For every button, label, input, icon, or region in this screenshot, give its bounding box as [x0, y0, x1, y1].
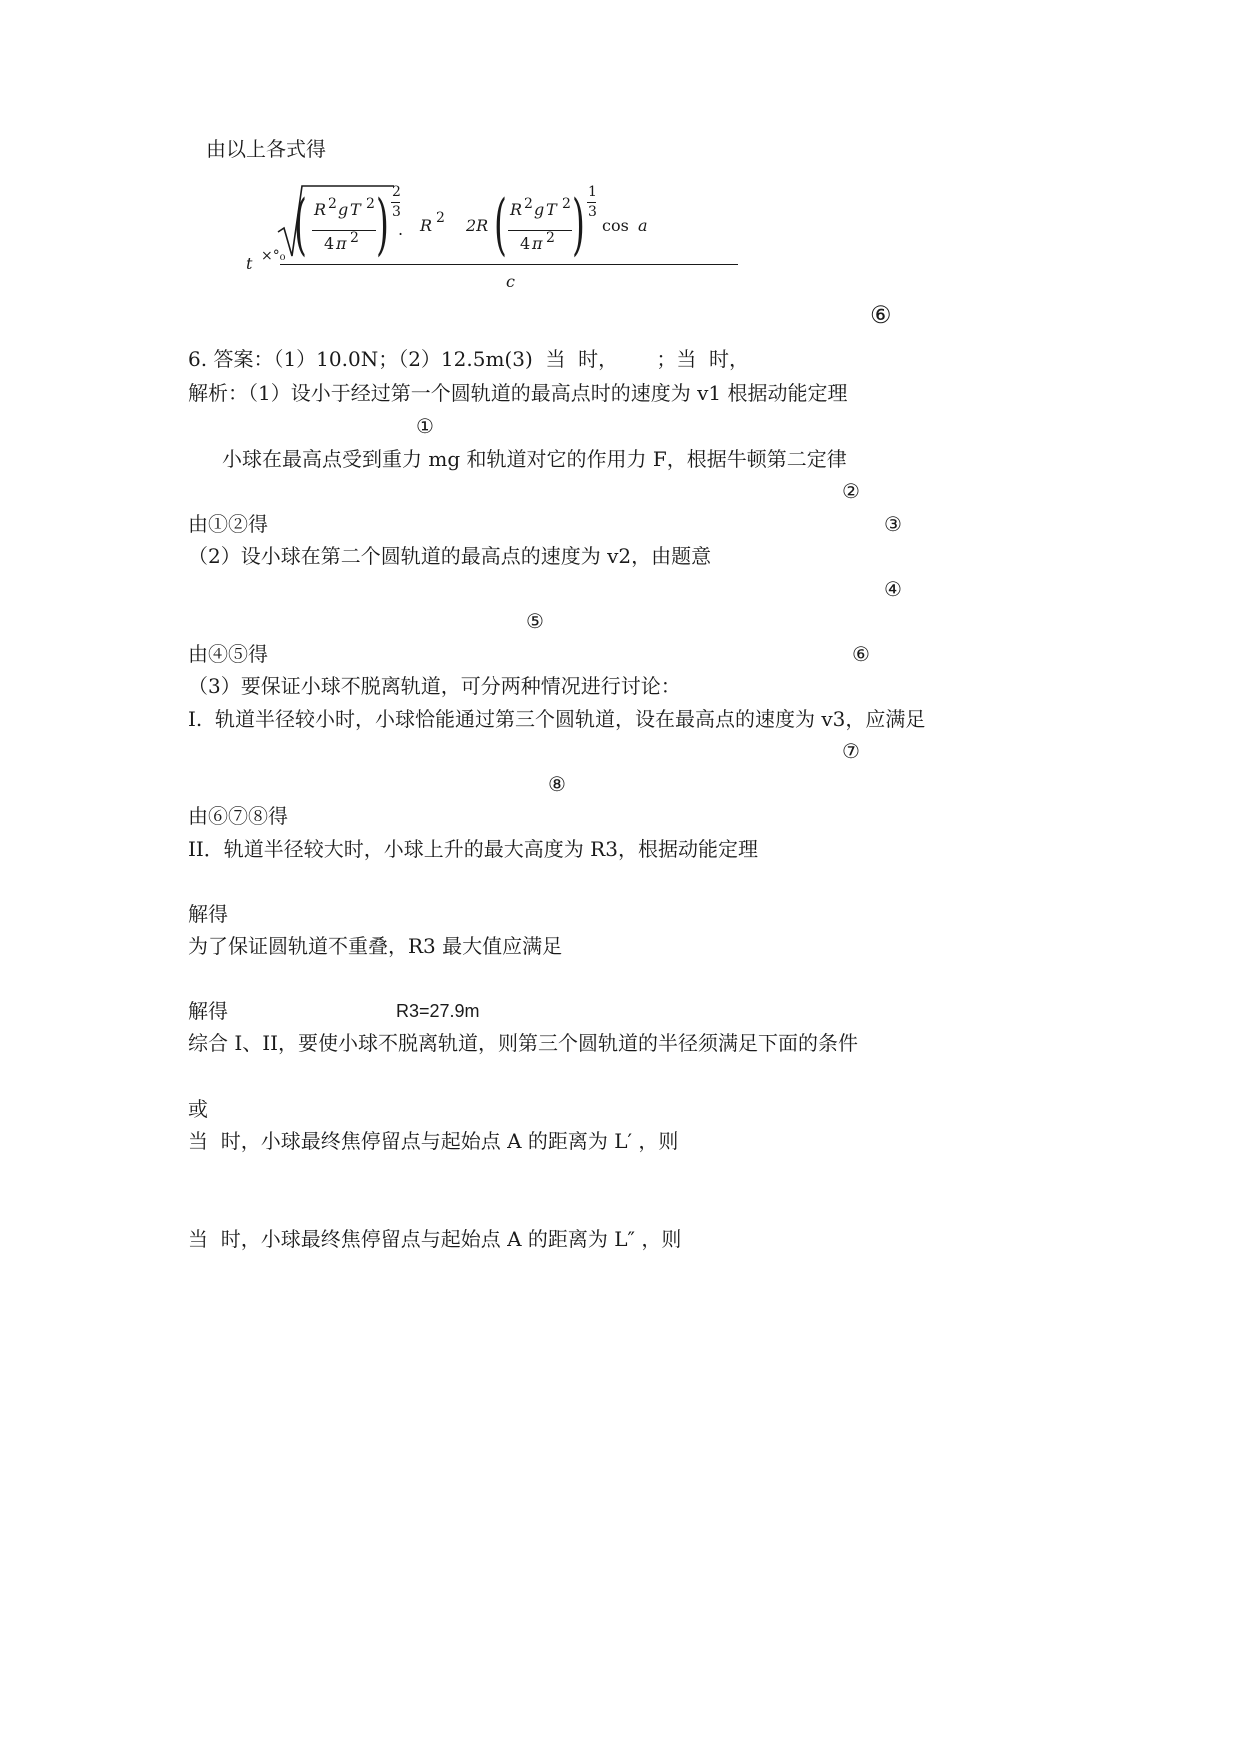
- equation-marker-8: ⑧: [548, 772, 566, 796]
- fraction-bar-1: [312, 230, 376, 231]
- twoR: 2R: [466, 216, 489, 235]
- answer-line: 6. 答案：（1）10.0N；（2）12.5m(3) 当 时， ；当 时，: [188, 347, 750, 371]
- r3-value: R3=27.9m: [396, 1001, 480, 1021]
- cos-arg-a: a: [638, 216, 648, 235]
- den-4-1: 4: [324, 234, 335, 253]
- case2-line: II．轨道半径较大时，小球上升的最大高度为 R3，根据动能定理: [188, 837, 758, 861]
- equation-marker-7: ⑦: [842, 739, 860, 763]
- den-pi-2: π: [532, 234, 543, 253]
- left-paren-1: (: [294, 186, 307, 263]
- den-pi-exp-1: 2: [350, 230, 359, 246]
- from-6-7-8-line: 由⑥⑦⑧得: [188, 804, 288, 828]
- exp-bar-2: [587, 202, 596, 203]
- fraction-bar-2: [508, 230, 572, 231]
- solve-line-1: 解得: [188, 902, 228, 926]
- R-squared-exp: 2: [436, 210, 445, 226]
- equation-marker-6-formula: ⑥: [870, 301, 892, 329]
- num-R-2: R: [510, 200, 523, 219]
- equation-marker-3: ③: [884, 512, 902, 536]
- num-g-2: g: [534, 200, 545, 219]
- or-line: 或: [188, 1097, 208, 1121]
- num-T-2: T: [546, 200, 557, 219]
- case1-line: I. 轨道半径较小时，小球恰能通过第三个圆轨道，设在最高点的速度为 v3，应满足: [188, 707, 926, 731]
- num-R-exp-1: 2: [328, 196, 337, 212]
- solve-line-2: 解得: [188, 999, 228, 1023]
- part2-line: （2）设小球在第二个圆轨道的最高点的速度为 v2，由题意: [188, 544, 712, 568]
- den-pi-exp-2: 2: [546, 230, 555, 246]
- when-line-1: 当 时，小球最终焦停留点与起始点 A 的距离为 L′ ，则: [188, 1129, 679, 1153]
- formula-t: t: [246, 254, 253, 273]
- equation-marker-1: ①: [416, 414, 434, 438]
- equation-marker-2: ②: [842, 479, 860, 503]
- analysis-part1: 解析：（1）设小于经过第一个圆轨道的最高点时的速度为 v1 根据动能定理: [188, 381, 848, 405]
- part3-line: （3）要保证小球不脱离轨道，可分两种情况进行讨论：: [188, 674, 681, 698]
- denominator-c: c: [506, 272, 515, 291]
- formula-garbled-symbol: ×°₀: [261, 248, 286, 264]
- right-paren-2: ): [572, 186, 585, 263]
- equation-marker-6: ⑥: [852, 642, 870, 666]
- exp-den-2: 3: [588, 204, 597, 220]
- num-T-exp-1: 2: [366, 196, 375, 212]
- formula-dot: .: [398, 220, 404, 239]
- den-4-2: 4: [520, 234, 531, 253]
- exp-den-1: 3: [392, 204, 401, 220]
- den-pi-1: π: [336, 234, 347, 253]
- when-line-2: 当 时，小球最终焦停留点与起始点 A 的距离为 L″ ，则: [188, 1227, 682, 1251]
- exp-num-2: 1: [588, 184, 597, 200]
- num-T-1: T: [350, 200, 361, 219]
- left-paren-2: (: [494, 186, 507, 263]
- time-formula: [246, 184, 740, 336]
- from-4-5-line: 由④⑤得: [188, 642, 268, 666]
- force-line: 小球在最高点受到重力 mg 和轨道对它的作用力 F，根据牛顿第二定律: [222, 447, 847, 471]
- num-R-1: R: [314, 200, 327, 219]
- from-1-2-line: 由①②得: [188, 512, 268, 536]
- equation-marker-5: ⑤: [526, 609, 544, 633]
- right-paren-1: ): [376, 186, 389, 263]
- equation-marker-4: ④: [884, 577, 902, 601]
- main-fraction-bar: [280, 264, 738, 265]
- intro-text: 由以上各式得: [206, 137, 326, 161]
- overlap-line: 为了保证圆轨道不重叠，R3 最大值应满足: [188, 934, 563, 958]
- R-squared-base: R: [420, 216, 433, 235]
- cos-text: cos: [602, 216, 629, 235]
- exp-bar-1: [391, 202, 400, 203]
- num-g-1: g: [338, 200, 349, 219]
- combine-line: 综合 I、II，要使小球不脱离轨道，则第三个圆轨道的半径须满足下面的条件: [188, 1031, 859, 1055]
- num-T-exp-2: 2: [562, 196, 571, 212]
- exp-num-1: 2: [392, 184, 401, 200]
- num-R-exp-2: 2: [524, 196, 533, 212]
